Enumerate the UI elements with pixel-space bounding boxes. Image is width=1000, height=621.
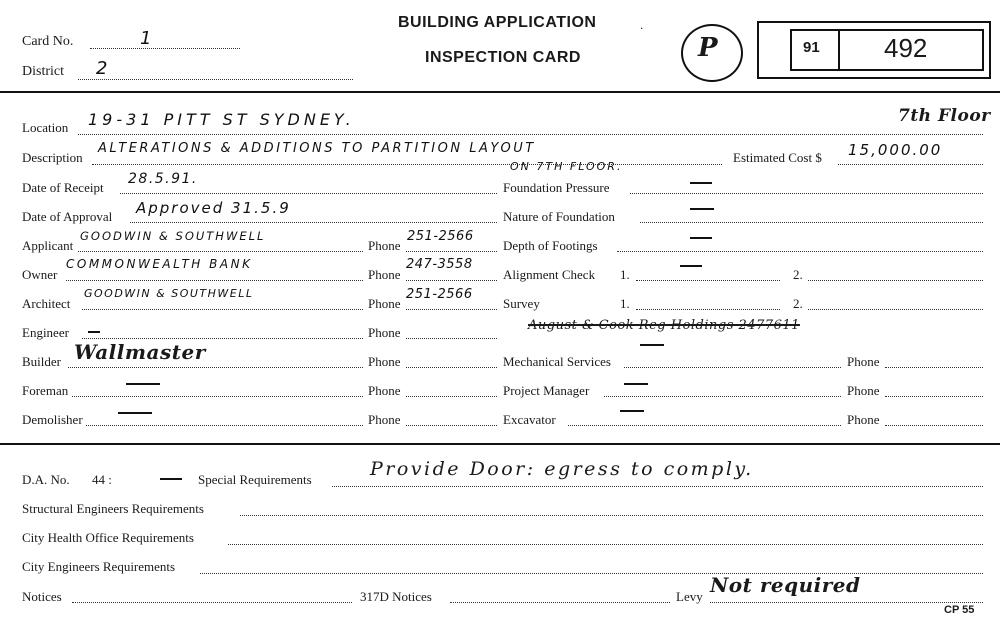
owner-phone-value: 247-3558 bbox=[406, 257, 473, 272]
project-manager-dash bbox=[624, 383, 648, 385]
architect-line bbox=[82, 309, 363, 310]
foreman-dash bbox=[126, 383, 160, 385]
engineer-phone-line bbox=[406, 338, 497, 339]
engineer-line bbox=[82, 338, 363, 339]
project-manager-line bbox=[604, 396, 841, 397]
city-eng-line bbox=[200, 573, 983, 574]
engineer-dash bbox=[88, 331, 100, 333]
date-receipt-line bbox=[120, 193, 497, 194]
header-rule bbox=[0, 91, 1000, 93]
demolisher-dash bbox=[118, 412, 152, 414]
owner-line bbox=[66, 280, 363, 281]
foreman-phone-label: Phone bbox=[368, 383, 401, 398]
levy-label: Levy bbox=[676, 589, 703, 604]
da-dash bbox=[160, 478, 182, 480]
applicant-phone-label: Phone bbox=[368, 238, 401, 253]
city-eng-label: City Engineers Requirements bbox=[22, 559, 176, 574]
mechanical-line bbox=[624, 367, 841, 368]
alignment-line2 bbox=[808, 280, 983, 281]
depth-footings-dash bbox=[690, 237, 712, 239]
notices-line bbox=[72, 602, 352, 603]
survey-value: August & Cook Reg Holdings 2477611 bbox=[528, 318, 800, 333]
engineer-phone-label: Phone bbox=[368, 325, 401, 340]
date-receipt-value: 28.5.91. bbox=[128, 171, 198, 187]
applicant-label: Applicant bbox=[22, 238, 74, 253]
notices-317d-label: 317D Notices bbox=[360, 589, 432, 604]
box-number: 492 bbox=[884, 33, 928, 63]
foreman-phone-line bbox=[406, 396, 497, 397]
location-note: 7th Floor bbox=[898, 106, 991, 126]
depth-footings-label: Depth of Footings bbox=[503, 238, 598, 253]
date-approval-value: Approved 31.5.9 bbox=[136, 199, 291, 217]
survey-num2: 2. bbox=[793, 296, 803, 311]
demolisher-phone-line bbox=[406, 425, 497, 426]
notices-317d-line bbox=[450, 602, 670, 603]
demolisher-line bbox=[86, 425, 363, 426]
description-value-2: ON 7TH FLOOR. bbox=[510, 160, 623, 173]
applicant-line bbox=[78, 251, 363, 252]
alignment-dash bbox=[680, 265, 702, 267]
structural-label: Structural Engineers Requirements bbox=[22, 501, 204, 516]
nature-foundation-line bbox=[640, 222, 983, 223]
special-value: Provide Door: egress to comply. bbox=[370, 458, 754, 480]
description-value: ALTERATIONS & ADDITIONS TO PARTITION LAYOUT bbox=[98, 141, 536, 156]
foreman-label: Foreman bbox=[22, 383, 69, 398]
title-line2: INSPECTION CARD bbox=[425, 49, 581, 66]
demolisher-label: Demolisher bbox=[22, 412, 83, 427]
district-line bbox=[78, 79, 353, 80]
card-no-value: 1 bbox=[140, 28, 153, 49]
builder-phone-line bbox=[406, 367, 497, 368]
applicant-value: GOODWIN & SOUTHWELL bbox=[80, 229, 266, 243]
special-label: Special Requirements bbox=[198, 472, 312, 487]
demolisher-phone-label: Phone bbox=[368, 412, 401, 427]
district-value: 2 bbox=[96, 58, 109, 79]
foreman-line bbox=[72, 396, 363, 397]
alignment-num2: 2. bbox=[793, 267, 803, 282]
notices-label: Notices bbox=[22, 589, 62, 604]
survey-label: Survey bbox=[503, 296, 540, 311]
alignment-line1 bbox=[636, 280, 780, 281]
applicant-phone-line bbox=[406, 251, 497, 252]
project-manager-label: Project Manager bbox=[503, 383, 590, 398]
form-code: CP 55 bbox=[944, 604, 975, 616]
depth-footings-line bbox=[617, 251, 983, 252]
builder-value: Wallmaster bbox=[74, 340, 206, 364]
architect-phone-value: 251-2566 bbox=[406, 287, 473, 302]
location-value: 19-31 PITT ST SYDNEY. bbox=[88, 110, 355, 129]
box-code: 91 bbox=[803, 39, 820, 56]
excavator-phone-line bbox=[885, 425, 983, 426]
health-line bbox=[228, 544, 983, 545]
architect-value: GOODWIN & SOUTHWELL bbox=[84, 287, 254, 300]
foundation-pressure-dash bbox=[690, 182, 712, 184]
description-line bbox=[92, 164, 722, 165]
builder-phone-label: Phone bbox=[368, 354, 401, 369]
mechanical-phone-line bbox=[885, 367, 983, 368]
mechanical-label: Mechanical Services bbox=[503, 354, 611, 369]
owner-phone-label: Phone bbox=[368, 267, 401, 282]
engineer-label: Engineer bbox=[22, 325, 69, 340]
health-label: City Health Office Requirements bbox=[22, 530, 194, 545]
builder-label: Builder bbox=[22, 354, 61, 369]
alignment-label: Alignment Check bbox=[503, 267, 596, 282]
nature-foundation-dash bbox=[690, 208, 714, 210]
nature-foundation-label: Nature of Foundation bbox=[503, 209, 615, 224]
district-label: District bbox=[22, 64, 64, 79]
foundation-pressure-line bbox=[630, 193, 983, 194]
excavator-phone-label: Phone bbox=[847, 412, 880, 427]
architect-phone-label: Phone bbox=[368, 296, 401, 311]
date-approval-line bbox=[130, 222, 497, 223]
architect-phone-line bbox=[406, 309, 497, 310]
special-line bbox=[332, 486, 983, 487]
foundation-pressure-label: Foundation Pressure bbox=[503, 180, 610, 195]
da-label: D.A. No. bbox=[22, 472, 70, 487]
footer-rule bbox=[0, 443, 1000, 445]
survey-num1: 1. bbox=[620, 296, 630, 311]
project-manager-phone-line bbox=[885, 396, 983, 397]
builder-line bbox=[68, 367, 363, 368]
owner-value: COMMONWEALTH BANK bbox=[66, 257, 253, 271]
mechanical-dash bbox=[640, 344, 664, 346]
estimated-cost-line bbox=[838, 164, 983, 165]
survey-line1 bbox=[636, 309, 780, 310]
card-no-label: Card No. bbox=[22, 34, 74, 49]
owner-label: Owner bbox=[22, 267, 58, 282]
location-line bbox=[78, 134, 983, 135]
alignment-num1: 1. bbox=[620, 267, 630, 282]
excavator-dash bbox=[620, 410, 644, 412]
structural-line bbox=[240, 515, 983, 516]
da-value: 44 : bbox=[92, 472, 112, 487]
mechanical-phone-label: Phone bbox=[847, 354, 880, 369]
box-divider bbox=[838, 29, 840, 69]
owner-phone-line bbox=[406, 280, 497, 281]
architect-label: Architect bbox=[22, 296, 71, 311]
levy-line bbox=[710, 602, 983, 603]
excavator-label: Excavator bbox=[503, 412, 556, 427]
title-dot: . bbox=[640, 18, 644, 32]
levy-value: Not required bbox=[710, 573, 861, 597]
survey-line2 bbox=[808, 309, 983, 310]
location-label: Location bbox=[22, 120, 69, 135]
date-approval-label: Date of Approval bbox=[22, 209, 113, 224]
date-receipt-label: Date of Receipt bbox=[22, 180, 104, 195]
title-line1: BUILDING APPLICATION bbox=[398, 14, 597, 31]
estimated-cost-label: Estimated Cost $ bbox=[733, 150, 822, 165]
circle-mark-letter: P bbox=[698, 33, 719, 63]
project-manager-phone-label: Phone bbox=[847, 383, 880, 398]
applicant-phone-value: 251-2566 bbox=[407, 229, 474, 244]
card-no-line bbox=[90, 48, 240, 49]
excavator-line bbox=[568, 425, 841, 426]
description-label: Description bbox=[22, 150, 83, 165]
estimated-cost-value: 15,000.00 bbox=[848, 141, 943, 159]
